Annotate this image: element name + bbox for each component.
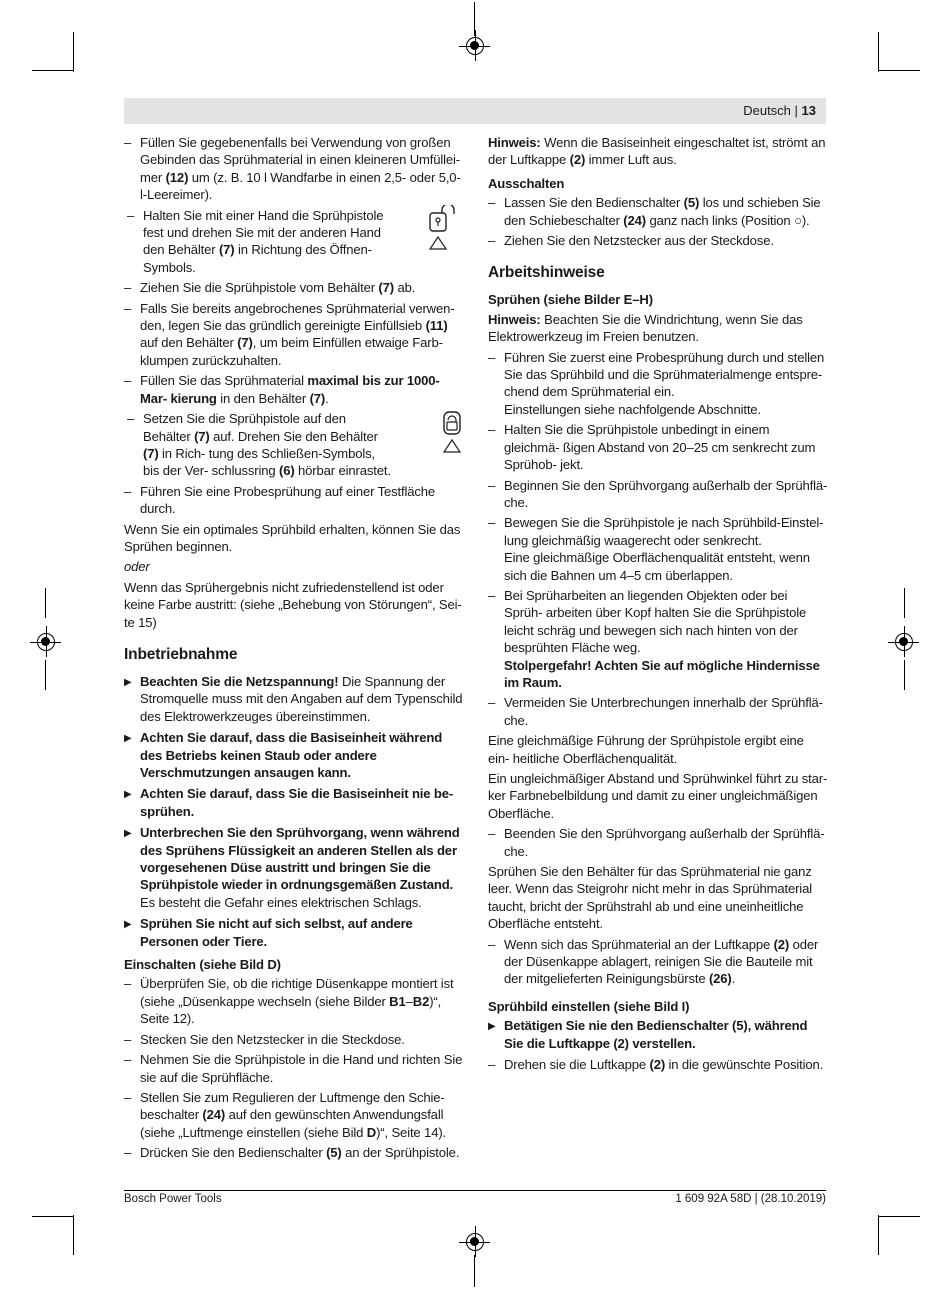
crop-mark (73, 32, 74, 72)
list-item: – Überprüfen Sie, ob die richtige Düsenkappe montiert ist (siehe „Düsenkappe wechseln (siehe Bilder B1–B2)“, Seite 12). (124, 975, 464, 1027)
list-item: – Drehen sie die Luftkappe (2) in die gewünschte Position. (488, 1056, 828, 1073)
registration-mark-icon (466, 37, 484, 55)
list-item: – Füllen Sie das Sprühmaterial maximal bis zur 1000-Mar- kierung in den Behälter (7). (124, 372, 464, 407)
left-column (124, 134, 464, 1165)
warning-item: ▶ Achten Sie darauf, dass die Basiseinheit während des Betriebs keinen Staub oder andere Verschmutzungen ansaugen kann. (124, 729, 464, 781)
paragraph: Ein ungleichmäßiger Abstand und Sprühwinkel führt zu star- ker Farbnebelbildung und damit zu einer ungleichmäßigen Oberfläche. (488, 771, 828, 821)
page-number: 13 (801, 103, 816, 118)
list-item: – Vermeiden Sie Unterbrechungen innerhalb der Sprühflä- che. (488, 694, 828, 729)
crop-mark (73, 1215, 74, 1255)
crop-mark (904, 660, 905, 690)
list-item: – Halten Sie die Sprühpistole unbedingt in einem gleichmä- ßigen Abstand von 20–25 cm senkrecht zum Sprühob- jekt. (488, 421, 828, 473)
subheading: Sprühbild einstellen (siehe Bild I) (488, 998, 690, 1014)
warning-item: ▶ Beachten Sie die Netzspannung! Die Spannung der Stromquelle muss mit den Angaben auf dem Typenschild des Elektrowerkzeuges übereinstimmen. (124, 673, 464, 725)
section-heading: Arbeitshinweise (488, 264, 605, 282)
footer-brand: Bosch Power Tools (124, 1193, 222, 1205)
list-item: – Führen Sie eine Probesprühung auf einer Testfläche durch. (124, 483, 464, 518)
list-item: – Stecken Sie den Netzstecker in die Steckdose. (124, 1031, 464, 1048)
subheading: Ausschalten (488, 175, 565, 191)
closed-lock-icon (430, 410, 470, 460)
section-heading: Inbetriebnahme (124, 645, 238, 663)
header-section: Deutsch (743, 103, 791, 118)
warning-item: ▶ Achten Sie darauf, dass Sie die Basiseinheit nie be- sprühen. (124, 785, 464, 820)
footer-divider (124, 1190, 826, 1191)
paragraph: Eine gleichmäßige Führung der Sprühpistole ergibt eine ein- heitliche Oberflächenqualität. (488, 733, 804, 766)
right-column (488, 134, 828, 1077)
footer-doc-id: 1 609 92A 58D | (28.10.2019) (675, 1193, 826, 1205)
list-item: – Nehmen Sie die Sprühpistole in die Hand und richten Sie sie auf die Sprühfläche. (124, 1051, 464, 1086)
paragraph: Hinweis: Wenn die Basiseinheit eingeschaltet ist, strömt an der Luftkappe (2) immer Luft aus. (488, 135, 826, 168)
list-item: – Ziehen Sie den Netzstecker aus der Steckdose. (488, 232, 828, 249)
crop-mark (878, 32, 879, 72)
paragraph: Wenn das Sprühergebnis nicht zufriedenstellend ist oder keine Farbe austritt: (siehe „Behebung von Störungen“, Sei- te 15) (124, 579, 462, 630)
list-item: – Falls Sie bereits angebrochenes Sprühmaterial verwen- den, legen Sie das gründlich gereinigte Einfüllsieb (11) auf den Behälter (7), um beim Einfüllen etwaige Farb- klumpen zurückzuhalten. (124, 300, 464, 370)
crop-mark (45, 660, 46, 690)
header-text: Deutsch | 13 (743, 103, 816, 118)
crop-mark (32, 1216, 74, 1217)
registration-mark-icon (895, 633, 913, 651)
crop-mark (474, 1255, 475, 1287)
crop-mark (878, 1215, 879, 1255)
list-item: – Beginnen Sie den Sprühvorgang außerhalb der Sprühflä- che. (488, 477, 828, 512)
page-header (124, 98, 826, 124)
list-item: – Halten Sie mit einer Hand die Sprühpistole fest und drehen Sie mit der anderen Hand den Behälter (7) in Richtung des Öffnen-Symbols. (127, 207, 464, 277)
crop-mark (878, 1216, 920, 1217)
paragraph: Hinweis: Beachten Sie die Windrichtung, wenn Sie das Elektrowerkzeug im Freien benutzen. (488, 311, 803, 345)
list-item: – Stellen Sie zum Regulieren der Luftmenge den Schie- beschalter (24) auf den gewünschten Anwendungsfall (siehe „Luftmenge einstellen (siehe Bild D)“, Seite 14). (124, 1089, 464, 1141)
warning-item: ▶ Betätigen Sie nie den Bedienschalter (5), während Sie die Luftkappe (2) verstellen. (488, 1017, 828, 1052)
list-item: – Wenn sich das Sprühmaterial an der Luftkappe (2) oder der Düsenkappe ablagert, reinigen Sie die Bauteile mit der mitgelieferten Reinigungsbürste (26). (488, 936, 828, 988)
registration-mark-icon (37, 633, 55, 651)
crop-mark (45, 588, 46, 618)
list-item: – Bei Sprüharbeiten an liegenden Objekten oder bei Sprüh- arbeiten über Kopf halten Sie die Sprühpistole leicht schräg und bewegen sich nach hinten von der besprühten Fläche weg. Stolpergefahr! Achten Sie auf mögliche Hindernisse im Raum. (488, 587, 828, 691)
list-item: – Setzen Sie die Sprühpistole auf den Behälter (7) auf. Drehen Sie den Behälter (7) in Rich- tung des Schließen-Symbols, bis der Ver- schlussring (6) hörbar einrastet. (127, 410, 464, 480)
registration-mark-icon (466, 1233, 484, 1251)
list-item: – Führen Sie zuerst eine Probesprühung durch und stellen Sie das Sprühbild und die Sprühmaterialmenge entspre- chend dem Sprühmaterial ein. Einstellungen siehe nachfolgende Abschnitte. (488, 349, 828, 419)
warning-item: ▶ Sprühen Sie nicht auf sich selbst, auf andere Personen oder Tiere. (124, 915, 464, 950)
list-item: – Füllen Sie gegebenenfalls bei Verwendung von großen Gebinden das Sprühmaterial in einen kleineren Umfüllei- mer (12) um (z. B. 10 l Wandfarbe in einen 2,5- oder 5,0- l-Leereimer). (124, 134, 464, 204)
subheading: Sprühen (siehe Bilder E–H) (488, 292, 653, 308)
list-item: – Lassen Sie den Bedienschalter (5) los und schieben Sie den Schiebeschalter (24) ganz nach links (Position ○). (488, 194, 828, 229)
list-item: – Ziehen Sie die Sprühpistole vom Behälter (7) ab. (124, 279, 464, 296)
crop-mark (904, 588, 905, 618)
crop-mark (878, 70, 920, 71)
open-lock-icon (424, 205, 464, 255)
paragraph: Sprühen Sie den Behälter für das Sprühmaterial nie ganz leer. Wenn das Steigrohr nicht mehr in das Sprühmaterial taucht, bricht der Sprühstrahl ab und eine uneinheitliche Oberfläche entsteht. (488, 864, 812, 932)
warning-item: ▶ Unterbrechen Sie den Sprühvorgang, wenn während des Sprühens Flüssigkeit an anderen Stellen als der vorgesehenen Düse austritt und bringen Sie die Sprühpistole wieder in ordnungsgemäßen Zustand. Es besteht die Gefahr eines elektrischen Schlags. (124, 824, 464, 911)
list-item: – Bewegen Sie die Sprühpistole je nach Sprühbild-Einstel- lung gleichmäßig waagerecht oder senkrecht. Eine gleichmäßige Oberflächenqualität entsteht, wenn sich die Bahnen um 4–5 cm überlappen. (488, 514, 828, 584)
crop-mark (32, 70, 74, 71)
list-item: – Beenden Sie den Sprühvorgang außerhalb der Sprühflä- che. (488, 825, 828, 860)
subheading: Einschalten (siehe Bild D) (124, 957, 281, 973)
list-item: – Drücken Sie den Bedienschalter (5) an der Sprühpistole. (124, 1144, 464, 1161)
paragraph: Wenn Sie ein optimales Sprühbild erhalten, können Sie das Sprühen beginnen. (124, 521, 461, 554)
paragraph: oder (124, 559, 150, 575)
